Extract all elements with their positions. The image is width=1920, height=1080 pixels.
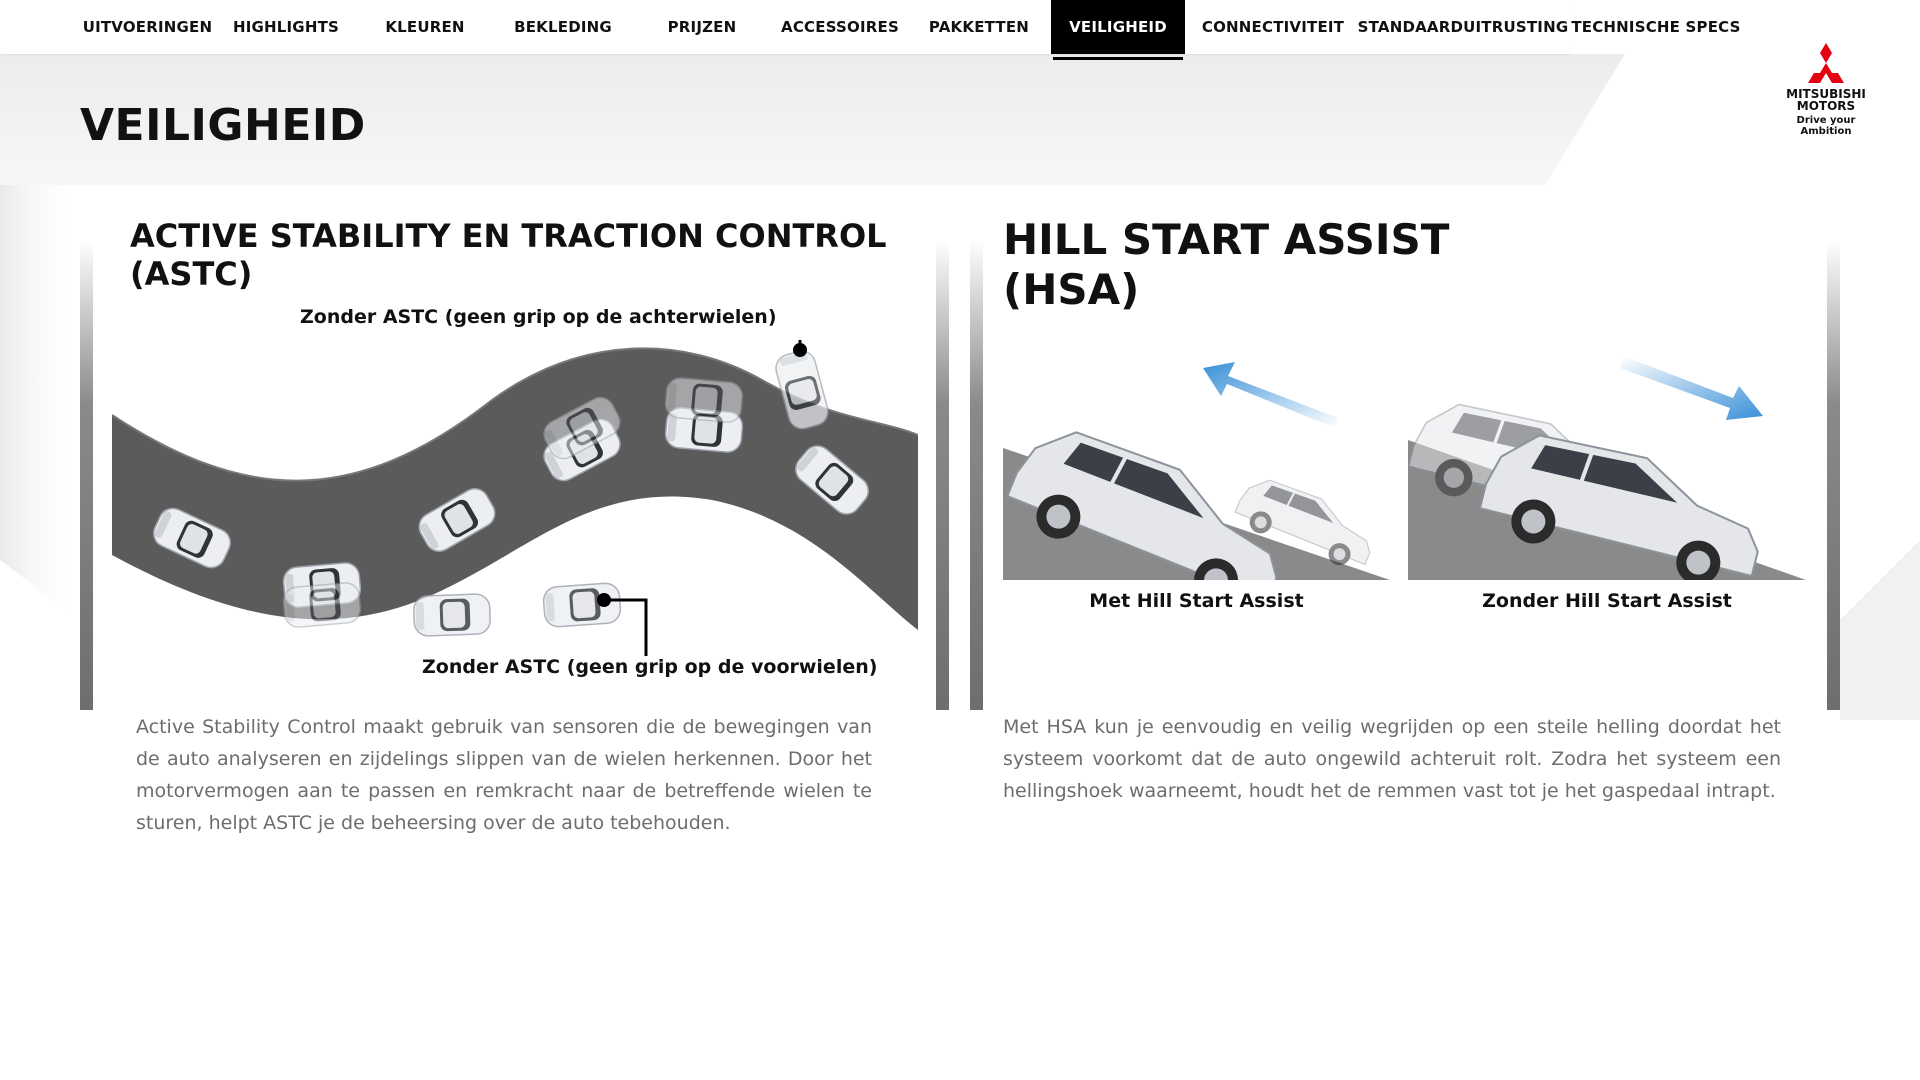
top-navigation <box>0 0 1920 54</box>
hsa-caption-without: Zonder Hill Start Assist <box>1482 590 1732 612</box>
nav-item-technische-specs[interactable]: TECHNISCHE SPECS <box>1571 18 1741 36</box>
hsa-title <box>1003 215 1449 314</box>
arrow-icon <box>1620 356 1763 420</box>
callout-front-wheels: Zonder ASTC (geen grip op de voorwielen) <box>422 656 878 678</box>
hsa-description: Met HSA kun je eenvoudig en veilig wegrijden op een steile helling doordat het systeem voorkomt dat de auto ongewild achteruit rolt. Zodra het systeem een hellingshoek waarneemt, houdt het de remmen vast tot je het gaspedaal intrapt. <box>1003 716 1781 802</box>
nav-item-highlights[interactable]: HIGHLIGHTS <box>232 18 340 36</box>
panel-divider-left <box>80 240 93 710</box>
nav-item-standaarduitrusting[interactable]: STANDAARDUITRUSTING <box>1357 18 1569 36</box>
car-icon <box>664 377 743 423</box>
hsa-caption-with: Met Hill Start Assist <box>1089 590 1304 612</box>
arrow-icon <box>1203 362 1338 428</box>
car-icon <box>543 582 622 627</box>
nav-item-uitvoeringen[interactable]: UITVOERINGEN <box>82 18 213 36</box>
nav-item-bekleding[interactable]: BEKLEDING <box>514 18 612 36</box>
nav-item-connectiviteit[interactable]: CONNECTIVITEIT <box>1201 18 1345 36</box>
page-title: VEILIGHEID <box>80 100 366 151</box>
hsa-without-illustration <box>1408 348 1806 580</box>
astc-title-line1: ACTIVE STABILITY EN TRACTION CONTROL <box>130 217 887 255</box>
nav-item-pakketten[interactable]: PAKKETTEN <box>928 18 1030 36</box>
panel-divider-middle-left <box>936 240 949 710</box>
astc-road-illustration <box>112 340 918 670</box>
nav-item-kleuren[interactable]: KLEUREN <box>385 18 465 36</box>
logo-text-line1: MITSUBISHI <box>1786 87 1866 101</box>
nav-item-prijzen[interactable]: PRIJZEN <box>667 18 737 36</box>
three-diamonds-icon <box>1801 42 1851 88</box>
logo-tagline: Drive your Ambition <box>1796 115 1856 137</box>
logo-text-line2: MOTORS <box>1796 99 1856 113</box>
hsa-title-line1: HILL START ASSIST <box>1003 215 1450 264</box>
astc-title-line2: (ASTC) <box>130 254 253 293</box>
nav-item-accessoires[interactable]: ACCESSOIRES <box>781 18 899 36</box>
panel-divider-middle-right <box>970 240 983 710</box>
panel-divider-right <box>1827 240 1840 710</box>
astc-title <box>130 218 887 294</box>
car-icon <box>282 582 361 628</box>
mitsubishi-logo[interactable] <box>1770 42 1882 137</box>
car-icon <box>413 594 490 637</box>
astc-description: Active Stability Control maakt gebruik van sensoren die de bewegingen van de auto analyseren en zijdelings slippen van de wielen herkennen. Door het motorvermogen aan te passen en remkracht naar de betreffende wielen te sturen, helpt ASTC je de beheersing over de auto tebehouden. <box>136 716 872 834</box>
callout-rear-wheels: Zonder ASTC (geen grip op de achterwielen) <box>300 306 777 328</box>
hsa-title-line2: (HSA) <box>1003 264 1140 314</box>
nav-item-veiligheid[interactable]: VEILIGHEID <box>1051 0 1185 54</box>
hsa-with-illustration <box>1003 348 1390 580</box>
